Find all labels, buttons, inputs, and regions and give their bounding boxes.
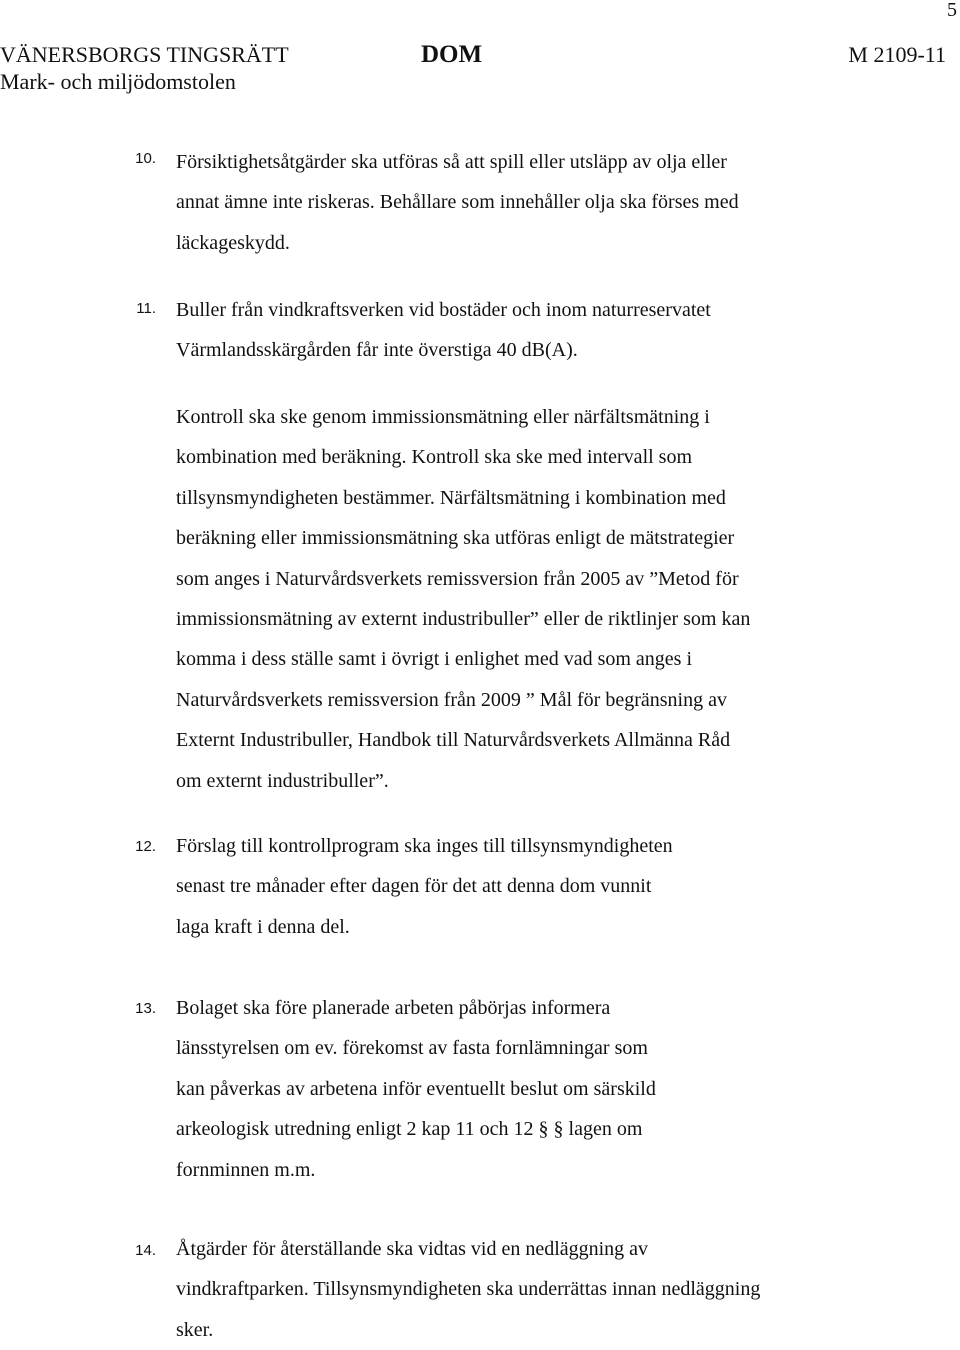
- item-10-text: [176, 142, 936, 263]
- text-line: länsstyrelsen om ev. förekomst av fasta fornlämningar som: [176, 1037, 648, 1060]
- text-line: laga kraft i denna del.: [176, 915, 350, 938]
- text-line: Externt Industribuller, Handbok till Naturvårdsverkets Allmänna Råd: [176, 729, 731, 752]
- text-line: som anges i Naturvårdsverkets remissversion från 2005 av ”Metod för: [176, 567, 739, 590]
- court-name: VÄNERSBORGS TINGSRÄTT: [0, 42, 289, 67]
- text-line: Bolaget ska före planerade arbeten påbörjas informera: [176, 997, 611, 1019]
- item-11-continuation: [176, 397, 936, 801]
- text-line: Buller från vindkraftsverken vid bostäder och inom naturreservatet: [176, 299, 711, 321]
- text-line: Åtgärder för återställande ska vidtas vid en nedläggning av: [176, 1238, 649, 1260]
- text-line: kan påverkas av arbetena inför eventuellt beslut om särskild: [176, 1077, 656, 1100]
- item-number-11: 11.: [136, 300, 156, 317]
- text-line: Kontroll ska ske genom immissionsmätning eller närfältsmätning i: [176, 406, 710, 428]
- text-line: om externt industribuller”.: [176, 769, 389, 792]
- item-12-text: [176, 826, 936, 947]
- text-line: Naturvårdsverkets remissversion från 2009 ” Mål för begränsning av: [176, 688, 727, 711]
- text-line: fornminnen m.m.: [176, 1158, 316, 1181]
- court-subname: Mark- och miljödomstolen: [0, 69, 236, 94]
- text-line: arkeologisk utredning enligt 2 kap 11 och 12 § § lagen om: [176, 1118, 643, 1141]
- text-line: tillsynsmyndigheten bestämmer. Närfältsmätning i kombination med: [176, 486, 726, 509]
- item-14-text: [176, 1229, 936, 1350]
- text-line: Försiktighetsåtgärder ska utföras så att spill eller utsläpp av olja eller: [176, 151, 727, 173]
- text-line: läckageskydd.: [176, 231, 290, 254]
- case-number: M 2109-11: [848, 42, 946, 67]
- item-number-12: 12.: [135, 838, 156, 855]
- item-number-14: 14.: [135, 1242, 156, 1259]
- text-line: kombination med beräkning. Kontroll ska ske med intervall som: [176, 446, 693, 469]
- text-line: senast tre månader efter dagen för det att denna dom vunnit: [176, 875, 652, 898]
- text-line: sker.: [176, 1318, 214, 1341]
- item-11-text: [176, 290, 936, 371]
- text-line: beräkning eller immissionsmätning ska utföras enligt de mätstrategier: [176, 527, 735, 550]
- item-number-10: 10.: [135, 150, 156, 167]
- page-number: 5: [947, 0, 957, 21]
- text-line: annat ämne inte riskeras. Behållare som innehåller olja ska förses med: [176, 191, 739, 214]
- text-line: komma i dess ställe samt i övrigt i enlighet med vad som anges i: [176, 648, 693, 671]
- item-number-13: 13.: [135, 1000, 156, 1017]
- text-line: Förslag till kontrollprogram ska inges till tillsynsmyndigheten: [176, 835, 673, 857]
- text-line: Värmlandsskärgården får inte överstiga 40 dB(A).: [176, 339, 578, 362]
- document-type: DOM: [421, 41, 483, 68]
- text-line: immissionsmätning av externt industribuller” eller de riktlinjer som kan: [176, 607, 751, 630]
- item-13-text: [176, 988, 936, 1190]
- text-line: vindkraftparken. Tillsynsmyndigheten ska underrättas innan nedläggning: [176, 1278, 761, 1301]
